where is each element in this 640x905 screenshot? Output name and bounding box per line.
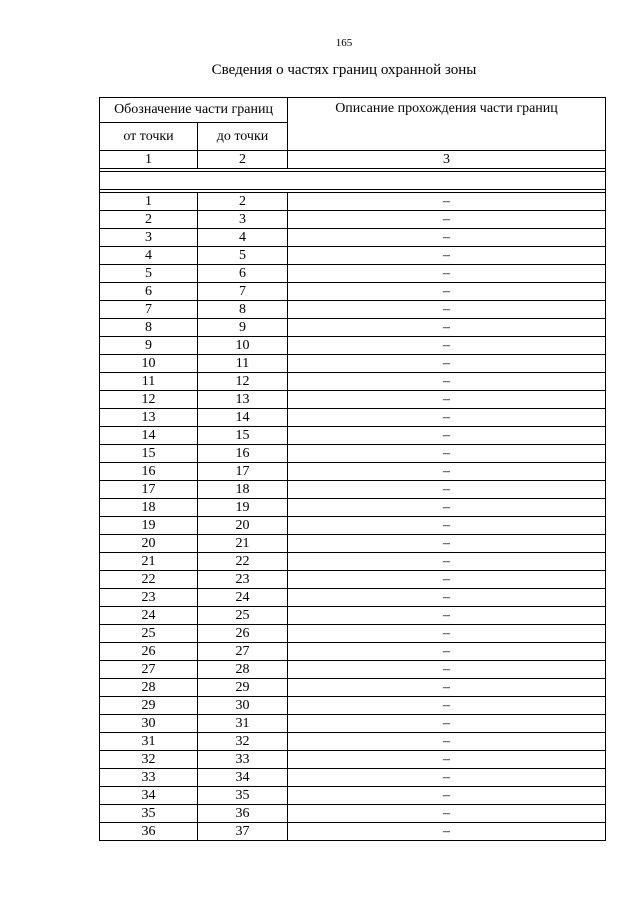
table-row (100, 733, 606, 751)
from-point-cell: 18 (100, 499, 198, 517)
table-row (100, 625, 606, 643)
from-point-cell: 2 (100, 211, 198, 229)
to-point-cell: 30 (198, 697, 288, 715)
description-cell: – (288, 391, 606, 409)
from-point-cell: 7 (100, 301, 198, 319)
to-point-cell: 18 (198, 481, 288, 499)
table-row (100, 337, 606, 355)
description-cell: – (288, 823, 606, 841)
from-point-cell: 34 (100, 787, 198, 805)
to-point-cell: 31 (198, 715, 288, 733)
from-point-cell: 17 (100, 481, 198, 499)
from-point-cell: 3 (100, 229, 198, 247)
from-point-cell: 15 (100, 445, 198, 463)
description-cell: – (288, 661, 606, 679)
to-point-cell: 20 (198, 517, 288, 535)
description-cell: – (288, 733, 606, 751)
to-point-cell: 5 (198, 247, 288, 265)
description-cell: – (288, 643, 606, 661)
description-cell: – (288, 679, 606, 697)
table-row (100, 211, 606, 229)
table-row (100, 589, 606, 607)
table-row (100, 715, 606, 733)
table-row (100, 643, 606, 661)
to-point-cell: 6 (198, 265, 288, 283)
to-point-cell: 28 (198, 661, 288, 679)
from-point-cell: 35 (100, 805, 198, 823)
from-point-cell: 1 (100, 193, 198, 211)
to-point-cell: 2 (198, 193, 288, 211)
to-point-cell: 32 (198, 733, 288, 751)
to-point-cell: 24 (198, 589, 288, 607)
table-row (100, 193, 606, 211)
empty-section-cell (100, 172, 606, 190)
description-cell: – (288, 409, 606, 427)
to-point-cell: 15 (198, 427, 288, 445)
to-point-cell: 8 (198, 301, 288, 319)
table-row (100, 787, 606, 805)
to-point-cell: 21 (198, 535, 288, 553)
column-number-row (100, 151, 606, 169)
table-row (100, 499, 606, 517)
to-point-cell: 4 (198, 229, 288, 247)
from-point-cell: 33 (100, 769, 198, 787)
to-point-cell: 37 (198, 823, 288, 841)
description-cell: – (288, 787, 606, 805)
column-number: 1 (100, 151, 198, 169)
to-point-cell: 16 (198, 445, 288, 463)
to-point-cell: 36 (198, 805, 288, 823)
empty-section-row (100, 172, 606, 190)
description-cell: – (288, 751, 606, 769)
from-point-cell: 30 (100, 715, 198, 733)
from-point-cell: 22 (100, 571, 198, 589)
table-row (100, 517, 606, 535)
from-point-cell: 23 (100, 589, 198, 607)
description-cell: – (288, 463, 606, 481)
table-row (100, 427, 606, 445)
from-point-cell: 31 (100, 733, 198, 751)
table-row (100, 535, 606, 553)
description-cell: – (288, 571, 606, 589)
table-row (100, 355, 606, 373)
from-point-cell: 32 (100, 751, 198, 769)
from-point-cell: 19 (100, 517, 198, 535)
from-point-cell: 24 (100, 607, 198, 625)
table-row (100, 463, 606, 481)
description-cell: – (288, 805, 606, 823)
table-row (100, 301, 606, 319)
to-point-cell: 27 (198, 643, 288, 661)
from-point-cell: 10 (100, 355, 198, 373)
from-point-cell: 20 (100, 535, 198, 553)
description-cell: – (288, 301, 606, 319)
description-cell: – (288, 481, 606, 499)
table-row (100, 679, 606, 697)
description-cell: – (288, 319, 606, 337)
to-point-cell: 26 (198, 625, 288, 643)
description-cell: – (288, 373, 606, 391)
from-point-cell: 28 (100, 679, 198, 697)
to-point-cell: 7 (198, 283, 288, 301)
description-cell: – (288, 193, 606, 211)
table-row (100, 751, 606, 769)
from-point-cell: 25 (100, 625, 198, 643)
to-point-cell: 35 (198, 787, 288, 805)
description-cell: – (288, 247, 606, 265)
to-point-cell: 34 (198, 769, 288, 787)
description-cell: – (288, 769, 606, 787)
description-cell: – (288, 265, 606, 283)
description-cell: – (288, 337, 606, 355)
document-title: Сведения о частях границ охранной зоны (211, 62, 477, 78)
to-point-cell: 33 (198, 751, 288, 769)
to-point-cell: 3 (198, 211, 288, 229)
description-cell: – (288, 715, 606, 733)
from-point-cell: 13 (100, 409, 198, 427)
description-cell: – (288, 355, 606, 373)
table-row (100, 319, 606, 337)
to-point-cell: 22 (198, 553, 288, 571)
to-point-cell: 19 (198, 499, 288, 517)
table-row (100, 409, 606, 427)
description-cell: – (288, 283, 606, 301)
from-point-cell: 12 (100, 391, 198, 409)
from-point-cell: 29 (100, 697, 198, 715)
to-point-cell: 29 (198, 679, 288, 697)
header-boundary-description: Описание прохождения части границ (288, 98, 606, 151)
to-point-cell: 12 (198, 373, 288, 391)
table-row (100, 661, 606, 679)
from-point-cell: 16 (100, 463, 198, 481)
page-number: 165 (335, 37, 353, 49)
header-to-point: до точки (198, 123, 288, 151)
description-cell: – (288, 553, 606, 571)
from-point-cell: 4 (100, 247, 198, 265)
description-cell: – (288, 427, 606, 445)
table-row (100, 247, 606, 265)
to-point-cell: 23 (198, 571, 288, 589)
table-row (100, 571, 606, 589)
boundary-parts-table (99, 97, 606, 841)
to-point-cell: 11 (198, 355, 288, 373)
table-row (100, 265, 606, 283)
header-from-point: от точки (100, 123, 198, 151)
to-point-cell: 25 (198, 607, 288, 625)
to-point-cell: 9 (198, 319, 288, 337)
from-point-cell: 36 (100, 823, 198, 841)
from-point-cell: 11 (100, 373, 198, 391)
description-cell: – (288, 445, 606, 463)
from-point-cell: 6 (100, 283, 198, 301)
table-row (100, 229, 606, 247)
table-row (100, 481, 606, 499)
description-cell: – (288, 625, 606, 643)
from-point-cell: 5 (100, 265, 198, 283)
header-boundary-part-designation: Обозначение части границ (100, 98, 288, 123)
to-point-cell: 13 (198, 391, 288, 409)
to-point-cell: 14 (198, 409, 288, 427)
table-row (100, 283, 606, 301)
from-point-cell: 8 (100, 319, 198, 337)
description-cell: – (288, 535, 606, 553)
table-row (100, 445, 606, 463)
description-cell: – (288, 697, 606, 715)
description-cell: – (288, 211, 606, 229)
description-cell: – (288, 607, 606, 625)
column-number: 3 (288, 151, 606, 169)
from-point-cell: 9 (100, 337, 198, 355)
column-number: 2 (198, 151, 288, 169)
table-row (100, 769, 606, 787)
from-point-cell: 26 (100, 643, 198, 661)
description-cell: – (288, 517, 606, 535)
table-row (100, 373, 606, 391)
from-point-cell: 27 (100, 661, 198, 679)
table-row (100, 805, 606, 823)
table-row (100, 391, 606, 409)
table-row (100, 697, 606, 715)
description-cell: – (288, 589, 606, 607)
from-point-cell: 14 (100, 427, 198, 445)
table-row (100, 607, 606, 625)
to-point-cell: 10 (198, 337, 288, 355)
description-cell: – (288, 499, 606, 517)
to-point-cell: 17 (198, 463, 288, 481)
from-point-cell: 21 (100, 553, 198, 571)
description-cell: – (288, 229, 606, 247)
table-row (100, 823, 606, 841)
table-row (100, 553, 606, 571)
